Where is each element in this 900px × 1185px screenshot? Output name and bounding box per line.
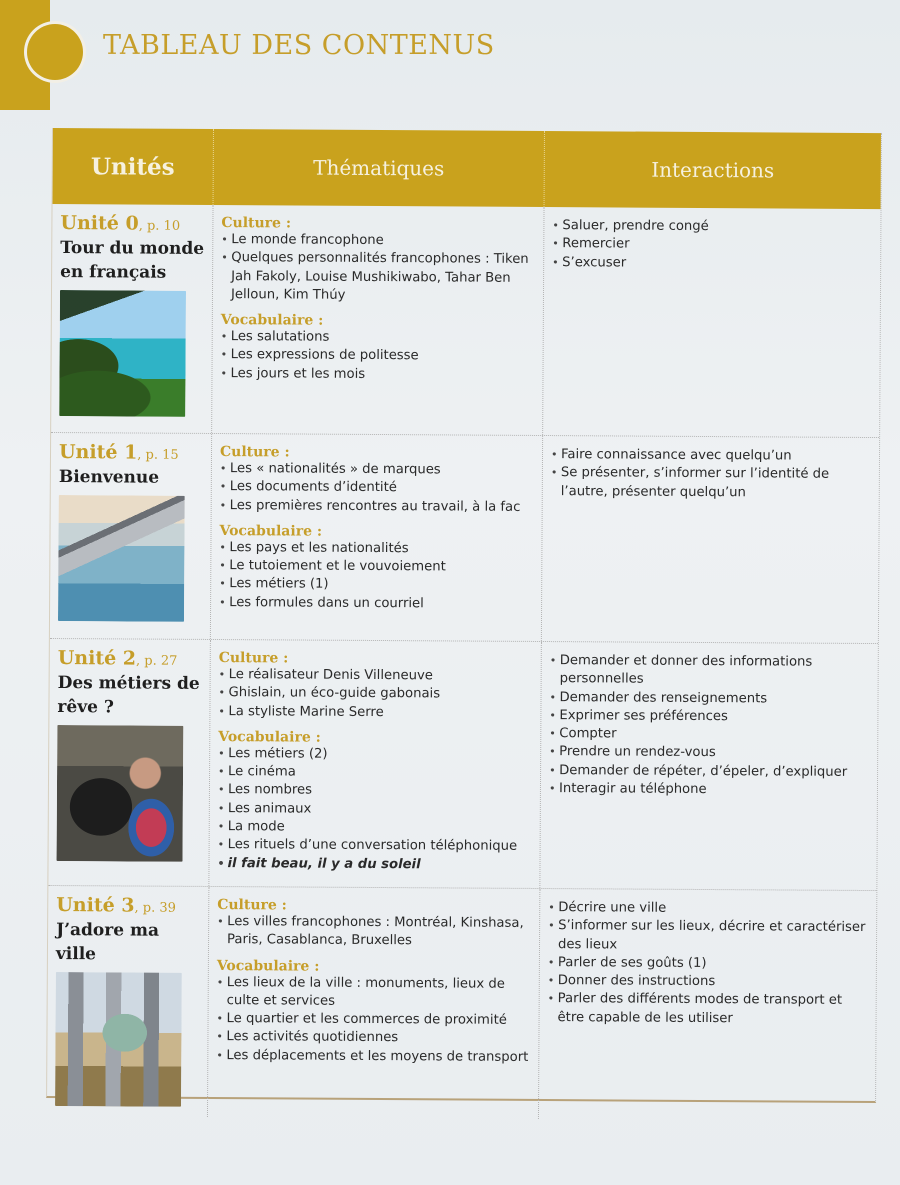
list-item: • Les salutations xyxy=(221,328,537,348)
list-item: • Les animaux xyxy=(218,800,534,820)
list-item: • Saluer, prendre congé xyxy=(552,217,874,237)
unit-number[interactable]: Unité 1 xyxy=(58,441,138,464)
interactions-list xyxy=(551,446,873,503)
vocabulary-label: Vocabulaire : xyxy=(219,522,323,540)
list-item: • Interagir au téléphone xyxy=(549,780,871,800)
list-item: • Les métiers (2) xyxy=(218,745,534,765)
interactions-list xyxy=(549,652,872,800)
list-item: • Le réalisateur Denis Villeneuve xyxy=(219,666,535,686)
list-item: • Les rituels d’une conversation téléphonique xyxy=(218,836,534,856)
list-item: • La styliste Marine Serre xyxy=(218,703,534,723)
list-item: • Les jours et les mois xyxy=(220,365,536,385)
unit-cell xyxy=(51,204,213,433)
page-title: TABLEAU DES CONTENUS xyxy=(103,30,495,61)
vocabulary-label: Vocabulaire : xyxy=(218,728,321,746)
interactions-list xyxy=(552,217,874,274)
unit-number[interactable]: Unité 0 xyxy=(60,212,139,235)
themes-cell xyxy=(212,205,544,435)
list-item-italic: • il fait beau, il y a du soleil xyxy=(217,855,533,875)
culture-list xyxy=(220,460,536,517)
list-item: • Donner des instructions xyxy=(548,972,870,992)
list-item: • Le tutoiement et le vouvoiement xyxy=(219,557,535,577)
unit-title: Des métiers de rêve ? xyxy=(57,673,200,718)
list-item: • Le monde francophone xyxy=(221,231,537,251)
list-item: • Parler des différents modes de transport et être capable de les utiliser xyxy=(548,991,870,1030)
list-item: • Le quartier et les commerces de proximité xyxy=(217,1010,533,1030)
list-item: • S’excuser xyxy=(552,254,874,274)
list-item: • La mode xyxy=(218,818,534,838)
list-item: • Les formules dans un courriel xyxy=(219,594,535,614)
interactions-cell xyxy=(540,642,877,890)
airplane-wing-photo xyxy=(58,495,185,622)
list-item: • Exprimer ses préférences xyxy=(549,707,871,727)
unit-page-ref: , p. 10 xyxy=(138,218,181,234)
list-item: • Les villes francophones : Montréal, Kinshasa, Paris, Casablanca, Bruxelles xyxy=(217,913,533,952)
header-interactions: Interactions xyxy=(651,157,775,183)
list-item: • S’informer sur les lieux, décrire et caractériser des lieux xyxy=(548,917,870,956)
vocabulary-list xyxy=(217,745,534,875)
culture-list xyxy=(218,666,534,723)
header-themes: Thématiques xyxy=(214,129,545,207)
unit-page-ref: , p. 39 xyxy=(134,900,177,916)
list-item: • Les documents d’identité xyxy=(220,478,536,498)
culture-list xyxy=(217,913,533,952)
themes-cell xyxy=(211,434,543,641)
list-item: • Demander des renseignements xyxy=(549,689,871,709)
list-item: • Les expressions de politesse xyxy=(221,347,537,367)
unit-title: Tour du monde en français xyxy=(60,238,205,283)
culture-label: Culture : xyxy=(218,650,289,667)
film-camera-crew-photo xyxy=(57,725,184,862)
list-item: • Décrire une ville xyxy=(548,899,870,919)
list-item: • Demander de répéter, d’épeler, d’expliquer xyxy=(549,762,871,782)
culture-list xyxy=(221,231,537,306)
table-row-unit-1 xyxy=(50,433,879,644)
list-item: • Les « nationalités » de marques xyxy=(220,460,536,480)
unit-cell xyxy=(48,639,210,886)
table-row-unit-0 xyxy=(51,204,880,438)
list-item: • Faire connaissance avec quelqu’un xyxy=(551,446,873,466)
unit-number[interactable]: Unité 3 xyxy=(56,894,135,917)
unit-title: J’adore ma ville xyxy=(55,920,160,965)
interactions-cell xyxy=(542,436,879,643)
list-item: • Le cinéma xyxy=(218,763,534,783)
culture-label: Culture : xyxy=(221,215,292,232)
interactions-cell xyxy=(539,889,876,1121)
list-item: • Les premières rencontres au travail, à la fac xyxy=(220,497,536,517)
list-item: • Remercier xyxy=(552,235,874,255)
vocabulary-label: Vocabulaire : xyxy=(220,312,324,329)
list-item: • Se présenter, s’informer sur l’identité de l’autre, présenter quelqu’un xyxy=(551,464,873,503)
header-units: Unités xyxy=(53,128,214,205)
list-item: • Demander et donner des informations personnelles xyxy=(550,652,872,691)
list-item: • Compter xyxy=(549,725,871,745)
decorative-gold-circle-icon xyxy=(27,24,83,80)
culture-label: Culture : xyxy=(217,897,287,914)
culture-label: Culture : xyxy=(219,444,290,461)
tropical-coast-photo xyxy=(59,290,186,417)
list-item: • Les métiers (1) xyxy=(219,576,535,596)
themes-cell xyxy=(209,640,541,888)
list-item: • Quelques personnalités francophones : Tiken Jah Fakoly, Louise Mushikiwabo, Tahar Ben Jelloun, Kim Thúy xyxy=(221,249,537,306)
unit-cell xyxy=(47,886,209,1117)
list-item: • Ghislain, un éco-guide gabonais xyxy=(218,684,534,704)
contents-table xyxy=(46,128,882,1103)
list-item: • Prendre un rendez-vous xyxy=(549,744,871,764)
themes-cell xyxy=(208,887,540,1119)
list-item: • Les nombres xyxy=(218,782,534,802)
unit-page-ref: , p. 27 xyxy=(136,653,178,669)
table-header xyxy=(53,128,881,209)
table-row-unit-2 xyxy=(48,639,877,891)
vocabulary-list xyxy=(220,328,536,385)
interactions-list xyxy=(548,899,871,1029)
table-row-unit-3 xyxy=(47,886,876,1101)
unit-cell xyxy=(50,433,212,639)
interactions-cell xyxy=(543,207,880,437)
list-item: • Parler de ses goûts (1) xyxy=(548,954,870,974)
unit-page-ref: , p. 15 xyxy=(137,447,179,463)
list-item: • Les activités quotidiennes xyxy=(216,1029,532,1049)
vocabulary-label: Vocabulaire : xyxy=(216,957,320,975)
unit-title: Bienvenue xyxy=(58,467,160,488)
vocabulary-list xyxy=(219,539,535,614)
vocabulary-list xyxy=(216,974,533,1067)
montreal-city-photo xyxy=(55,972,182,1107)
list-item: • Les pays et les nationalités xyxy=(219,539,535,559)
unit-number[interactable]: Unité 2 xyxy=(57,647,137,670)
list-item: • Les lieux de la ville : monuments, lieux de culte et services xyxy=(217,974,533,1013)
list-item: • Les déplacements et les moyens de transport xyxy=(216,1047,532,1067)
